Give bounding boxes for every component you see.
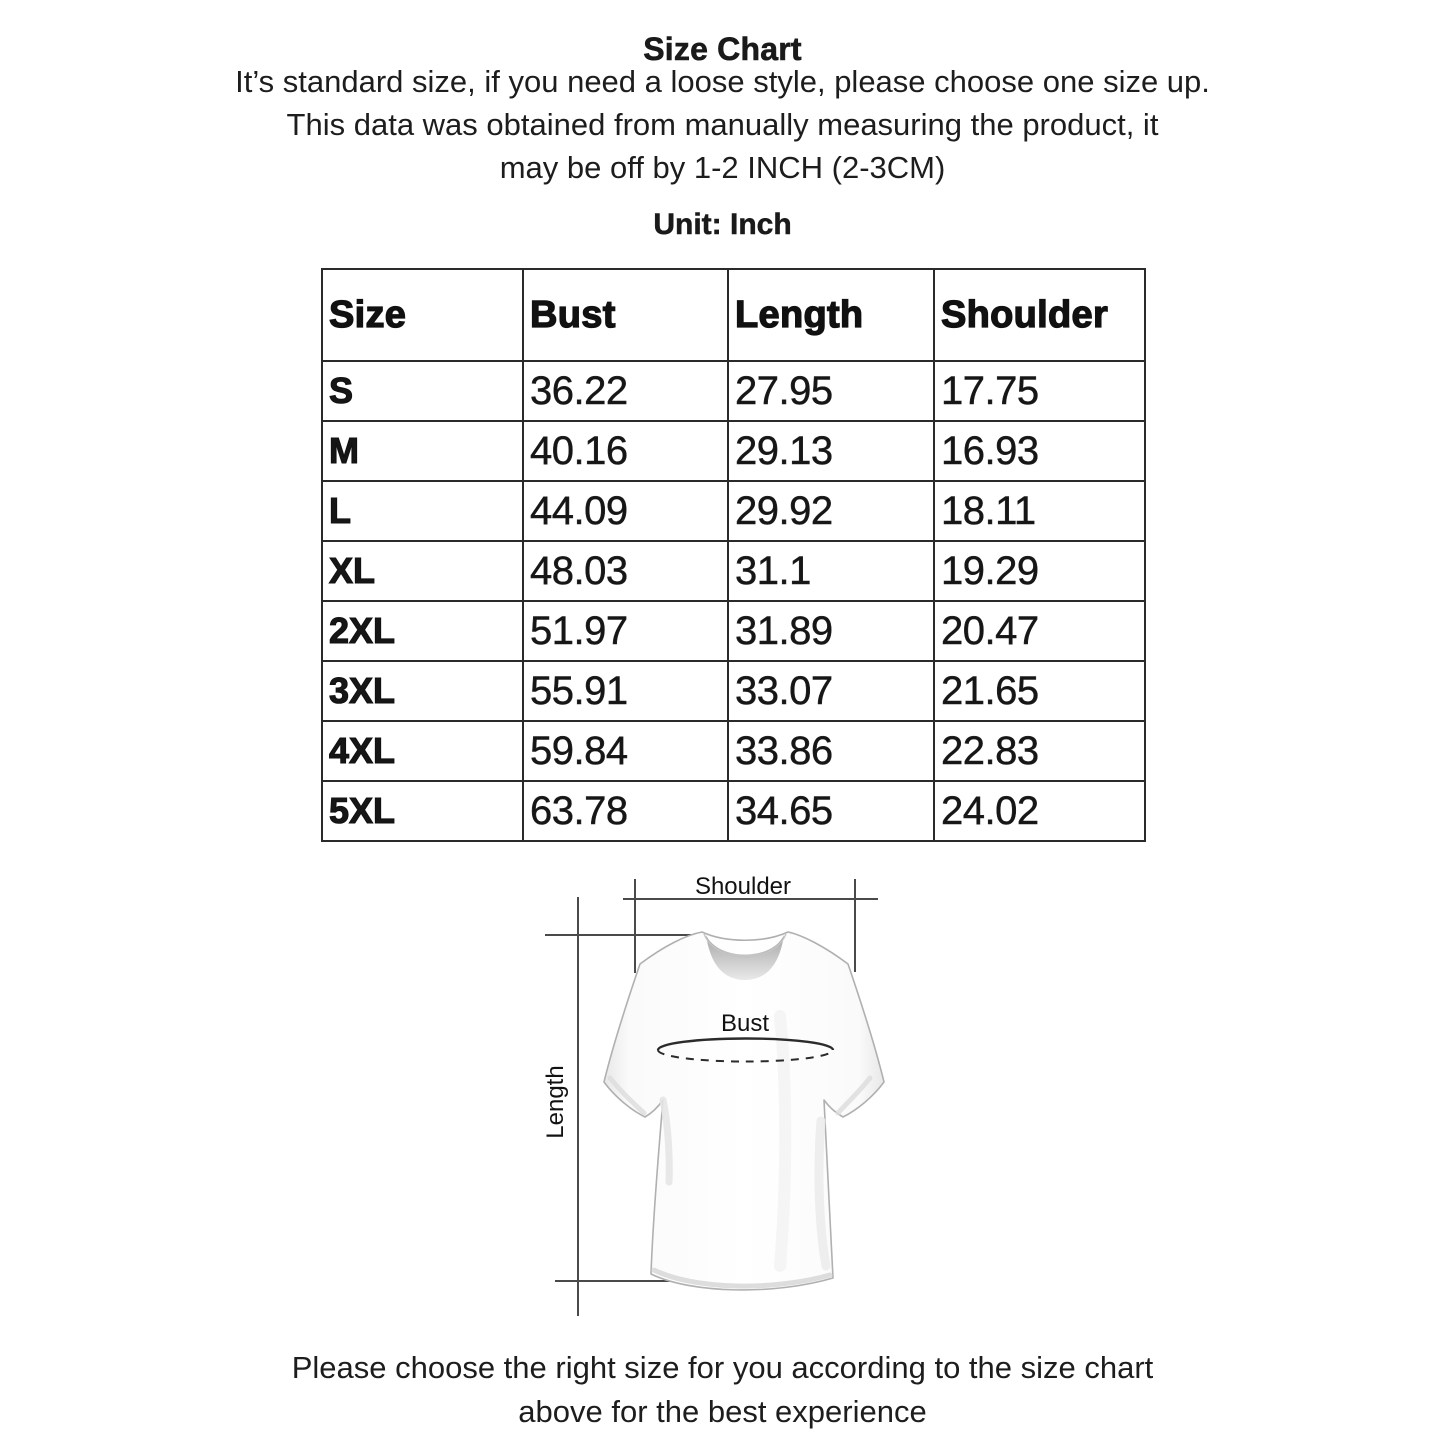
tshirt-size-diagram [530, 866, 950, 1332]
bust-value: 63.78 [530, 788, 628, 833]
length-value: 31.89 [735, 608, 833, 653]
table-row [322, 481, 1145, 541]
bust-value: 36.22 [530, 368, 628, 413]
length-value: 33.07 [735, 668, 833, 713]
shoulder-diagram-label: Shoulder [694, 873, 792, 900]
col-header-bust: Bust [523, 269, 728, 361]
subtitle [0, 60, 1445, 189]
bust-value: 59.84 [530, 728, 628, 773]
bust-diagram-label: Bust [720, 1010, 770, 1037]
length-value: 31.1 [735, 548, 811, 593]
shoulder-value: 19.29 [941, 548, 1039, 593]
table-row [322, 361, 1145, 421]
length-diagram-label: Length [542, 1065, 569, 1139]
shoulder-value: 17.75 [941, 368, 1039, 413]
page-title: Size Chart [643, 31, 802, 68]
subtitle-line-1: It’s standard size, if you need a loose style, please choose one size up. [235, 64, 1210, 99]
footer-note [0, 1346, 1445, 1434]
table-header-row [322, 269, 1145, 361]
size-label: L [322, 481, 523, 541]
table-row [322, 661, 1145, 721]
footer-line-1: Please choose the right size for you according to the size chart [291, 1350, 1154, 1385]
length-value: 29.13 [735, 428, 833, 473]
size-label: 4XL [322, 721, 523, 781]
footer-line-2: above for the best experience [518, 1394, 927, 1429]
size-label: 3XL [322, 661, 523, 721]
subtitle-line-3: may be off by 1-2 INCH (2-3CM) [499, 150, 946, 185]
table-row [322, 721, 1145, 781]
length-value: 27.95 [735, 368, 833, 413]
shoulder-value: 16.93 [941, 428, 1039, 473]
shoulder-value: 20.47 [941, 608, 1039, 653]
length-value: 29.92 [735, 488, 833, 533]
length-value: 34.65 [735, 788, 833, 833]
size-label: 2XL [322, 601, 523, 661]
shoulder-value: 24.02 [941, 788, 1039, 833]
bust-value: 48.03 [530, 548, 628, 593]
size-label: 5XL [322, 781, 523, 841]
shoulder-value: 21.65 [941, 668, 1039, 713]
bust-value: 55.91 [530, 668, 628, 713]
col-header-shoulder: Shoulder [934, 269, 1145, 361]
tshirt-graphic [604, 932, 884, 1290]
table-row [322, 601, 1145, 661]
bust-value: 51.97 [530, 608, 628, 653]
unit-label: Unit: Inch [653, 208, 792, 241]
size-label: S [322, 361, 523, 421]
shoulder-value: 22.83 [941, 728, 1039, 773]
subtitle-line-2: This data was obtained from manually measuring the product, it [286, 107, 1159, 142]
table-row [322, 781, 1145, 841]
shoulder-value: 18.11 [941, 488, 1036, 533]
col-header-length: Length [728, 269, 934, 361]
bust-value: 40.16 [530, 428, 628, 473]
table-row [322, 541, 1145, 601]
size-label: XL [322, 541, 523, 601]
col-header-size: Size [322, 269, 523, 361]
bust-value: 44.09 [530, 488, 628, 533]
table-row [322, 421, 1145, 481]
size-label: M [322, 421, 523, 481]
size-table-body [322, 361, 1145, 841]
length-value: 33.86 [735, 728, 833, 773]
size-table [321, 268, 1146, 842]
